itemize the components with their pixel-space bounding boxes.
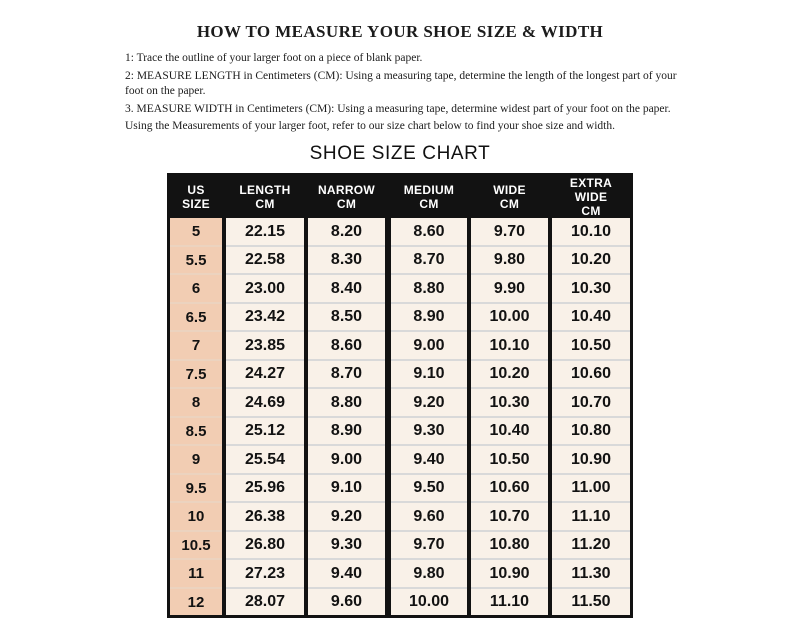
column-header-line: WIDE	[493, 183, 526, 198]
value-cell: 10.50	[469, 445, 550, 474]
value-cell: 9.70	[469, 218, 550, 246]
size-cell: 5	[169, 218, 225, 246]
value-cell: 9.30	[306, 531, 388, 560]
value-cell: 24.69	[224, 388, 306, 417]
table-row	[169, 218, 632, 246]
value-cell: 11.10	[469, 588, 550, 617]
value-cell: 11.30	[550, 559, 632, 588]
value-cell: 9.20	[306, 502, 388, 531]
table-row	[169, 474, 632, 503]
value-cell: 8.80	[388, 274, 469, 303]
value-cell: 23.85	[224, 331, 306, 360]
size-cell: 8.5	[169, 417, 225, 446]
instruction-step-1: 1: Trace the outline of your larger foot on a piece of blank paper.	[125, 52, 423, 64]
column-header-line: US	[187, 183, 205, 198]
instruction-step-2: 2: MEASURE LENGTH in Centimeters (CM): Using a measuring tape, determine the length of the longest part of your foot on the paper.	[125, 69, 677, 97]
value-cell: 10.30	[550, 274, 632, 303]
value-cell: 27.23	[224, 559, 306, 588]
column-header	[469, 175, 550, 219]
column-header-line: CM	[499, 197, 520, 212]
value-cell: 25.54	[224, 445, 306, 474]
size-cell: 6	[169, 274, 225, 303]
value-cell: 26.38	[224, 502, 306, 531]
value-cell: 11.10	[550, 502, 632, 531]
value-cell: 26.80	[224, 531, 306, 560]
value-cell: 10.00	[388, 588, 469, 617]
value-cell: 8.70	[306, 360, 388, 389]
value-cell: 8.90	[388, 303, 469, 332]
value-cell: 23.00	[224, 274, 306, 303]
value-cell: 8.70	[388, 246, 469, 275]
value-cell: 10.00	[469, 303, 550, 332]
size-cell: 5.5	[169, 246, 225, 275]
header-row	[169, 175, 632, 219]
size-cell: 6.5	[169, 303, 225, 332]
value-cell: 8.60	[388, 218, 469, 246]
value-cell: 25.96	[224, 474, 306, 503]
value-cell: 10.40	[550, 303, 632, 332]
table-row	[169, 445, 632, 474]
value-cell: 8.80	[306, 388, 388, 417]
value-cell: 11.20	[550, 531, 632, 560]
table-row	[169, 274, 632, 303]
value-cell: 10.70	[550, 388, 632, 417]
table-row	[169, 417, 632, 446]
value-cell: 8.30	[306, 246, 388, 275]
table-row	[169, 246, 632, 275]
value-cell: 9.50	[388, 474, 469, 503]
table-row	[169, 331, 632, 360]
page	[0, 22, 800, 622]
instruction-step-3: 3. MEASURE WIDTH in Centimeters (CM): Using a measuring tape, determine widest part of your foot on the paper.	[125, 102, 671, 115]
value-cell: 9.70	[388, 531, 469, 560]
instructions	[125, 51, 685, 134]
value-cell: 10.10	[550, 218, 632, 246]
value-cell: 10.80	[469, 531, 550, 560]
size-cell: 11	[169, 559, 225, 588]
value-cell: 9.60	[306, 588, 388, 617]
table-row	[169, 588, 632, 617]
table-row	[169, 531, 632, 560]
table-row	[169, 502, 632, 531]
column-header-line: CM	[336, 197, 357, 212]
value-cell: 8.40	[306, 274, 388, 303]
size-cell: 8	[169, 388, 225, 417]
value-cell: 9.10	[306, 474, 388, 503]
value-cell: 22.15	[224, 218, 306, 246]
value-cell: 10.40	[469, 417, 550, 446]
value-cell: 9.90	[469, 274, 550, 303]
value-cell: 10.90	[469, 559, 550, 588]
column-header-line: LENGTH	[239, 183, 291, 198]
value-cell: 9.30	[388, 417, 469, 446]
size-cell: 7	[169, 331, 225, 360]
size-cell: 9.5	[169, 474, 225, 503]
value-cell: 9.80	[469, 246, 550, 275]
column-header	[224, 175, 306, 219]
value-cell: 10.30	[469, 388, 550, 417]
value-cell: 10.80	[550, 417, 632, 446]
table-row	[169, 360, 632, 389]
value-cell: 8.50	[306, 303, 388, 332]
value-cell: 9.10	[388, 360, 469, 389]
chart-title: SHOE SIZE CHART	[309, 143, 491, 165]
value-cell: 11.00	[550, 474, 632, 503]
column-header-line: CM	[419, 197, 439, 212]
value-cell: 9.20	[388, 388, 469, 417]
value-cell: 10.60	[550, 360, 632, 389]
size-cell: 10	[169, 502, 225, 531]
value-cell: 9.00	[306, 445, 388, 474]
value-cell: 9.80	[388, 559, 469, 588]
size-cell: 7.5	[169, 360, 225, 389]
size-cell: 10.5	[169, 531, 225, 560]
column-header-line: NARROW	[317, 183, 376, 198]
value-cell: 9.40	[306, 559, 388, 588]
value-cell: 10.70	[469, 502, 550, 531]
column-header-line: CM	[581, 204, 601, 219]
column-header-line: SIZE	[182, 197, 210, 212]
size-cell: 9	[169, 445, 225, 474]
value-cell: 9.40	[388, 445, 469, 474]
instruction-summary: Using the Measurements of your larger foot, refer to our size chart below to find your shoe size and width.	[125, 120, 615, 133]
column-header	[550, 175, 632, 219]
value-cell: 23.42	[224, 303, 306, 332]
value-cell: 9.60	[388, 502, 469, 531]
table-row	[169, 303, 632, 332]
value-cell: 10.90	[550, 445, 632, 474]
value-cell: 10.50	[550, 331, 632, 360]
value-cell: 8.90	[306, 417, 388, 446]
table-body	[169, 218, 632, 617]
value-cell: 22.58	[224, 246, 306, 275]
column-header	[388, 175, 469, 219]
value-cell: 8.20	[306, 218, 388, 246]
value-cell: 8.60	[306, 331, 388, 360]
value-cell: 10.60	[469, 474, 550, 503]
column-header-line: EXTRA WIDE	[569, 176, 613, 205]
value-cell: 10.20	[550, 246, 632, 275]
table-row	[169, 388, 632, 417]
value-cell: 25.12	[224, 417, 306, 446]
value-cell: 10.10	[469, 331, 550, 360]
column-header	[306, 175, 388, 219]
value-cell: 11.50	[550, 588, 632, 617]
size-cell: 12	[169, 588, 225, 617]
column-header-line: MEDIUM	[403, 183, 455, 198]
shoe-size-table	[167, 173, 633, 618]
table-header	[169, 175, 632, 219]
page-title: HOW TO MEASURE YOUR SHOE SIZE & WIDTH	[196, 22, 604, 41]
value-cell: 10.20	[469, 360, 550, 389]
value-cell: 9.00	[388, 331, 469, 360]
column-header	[169, 175, 225, 219]
value-cell: 24.27	[224, 360, 306, 389]
column-header-line: CM	[255, 197, 275, 212]
value-cell: 28.07	[224, 588, 306, 617]
table-row	[169, 559, 632, 588]
